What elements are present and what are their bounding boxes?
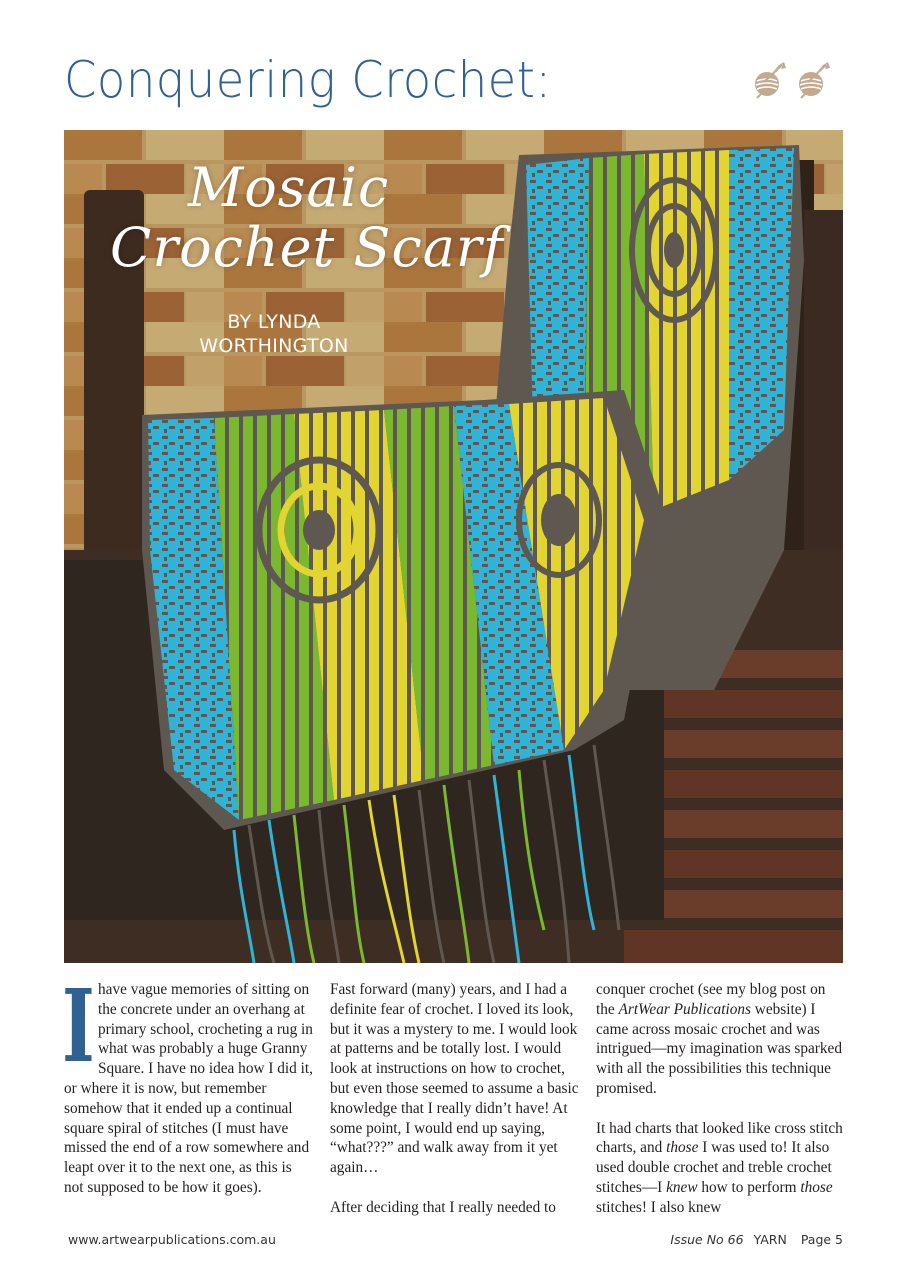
- photo-title-line-2: Crochet Scarf: [110, 216, 504, 279]
- text-run: stitches! I also knew: [596, 1198, 722, 1216]
- paragraph: [596, 1119, 846, 1218]
- text-run: website) I came across mosaic crochet and was intrigued—my imagination was sparked with all the possibilities this technique promised.: [596, 1000, 842, 1097]
- photo-title: [110, 158, 504, 278]
- text-run: how to perform: [697, 1178, 801, 1196]
- text-run: I was used to! It also used double crochet and treble crochet stitches—I: [596, 1139, 832, 1196]
- publication-name: ArtWear Publications: [618, 1000, 751, 1018]
- magazine-name: YARN: [753, 1232, 787, 1247]
- text-run: conquer crochet (see my blog post on the: [596, 981, 826, 1018]
- article-body: [62, 967, 844, 1220]
- byline-line-2: WORTHINGTON: [199, 335, 349, 357]
- footer-website-link[interactable]: www.artwearpublications.com.au: [68, 1232, 276, 1247]
- paragraph: [596, 980, 846, 1099]
- footer-issue-info: [670, 1232, 843, 1247]
- text-run: It had charts that looked like cross stitch charts, and: [596, 1119, 843, 1157]
- hero-photo: [64, 130, 843, 963]
- paragraph: Fast forward (many) years, and I had a definite fear of crochet. I loved its look, but it was a mystery to me. I would look at patterns and be totally lost. I would look at instructions on how to crochet, but even those seemed to assume a basic knowledge that I really didn’t have! At some point, I would end up saying, “what???” and walk away from it yet again…: [330, 981, 579, 1177]
- page-number: Page 5: [800, 1232, 843, 1247]
- yarn-icons: [750, 60, 832, 100]
- emphasis: those: [800, 1178, 833, 1196]
- yarn-ball-icon: [750, 60, 788, 100]
- paragraph-text: have vague memories of sitting on the concrete under an overhang at primary school, crocheting a rug in what was probably a huge Granny Square. I have no idea how I did it, or where it is now, but remember somehow that it ended up a continual square spiral of stitches (I must have missed the end of a row somewhere and leapt over it to the next one, as this is not supposed to be how it goes).: [64, 981, 313, 1196]
- emphasis: knew: [666, 1178, 698, 1196]
- issue-number: Issue No 66: [670, 1232, 744, 1247]
- photo-title-line-1: Mosaic: [188, 156, 390, 219]
- yarn-ball-icon: [794, 60, 832, 100]
- drop-cap: I: [62, 967, 95, 1085]
- emphasis: those: [666, 1139, 699, 1157]
- paragraph: [62, 967, 314, 1198]
- article-column-2: [330, 980, 580, 1218]
- page-title: Conquering Crochet:: [64, 51, 552, 109]
- article-column-3: [596, 980, 846, 1218]
- byline: [174, 310, 374, 358]
- paragraph: After deciding that I really needed to: [330, 1198, 556, 1216]
- article-column-1: [62, 967, 314, 1198]
- byline-line-1: BY LYNDA: [227, 311, 321, 333]
